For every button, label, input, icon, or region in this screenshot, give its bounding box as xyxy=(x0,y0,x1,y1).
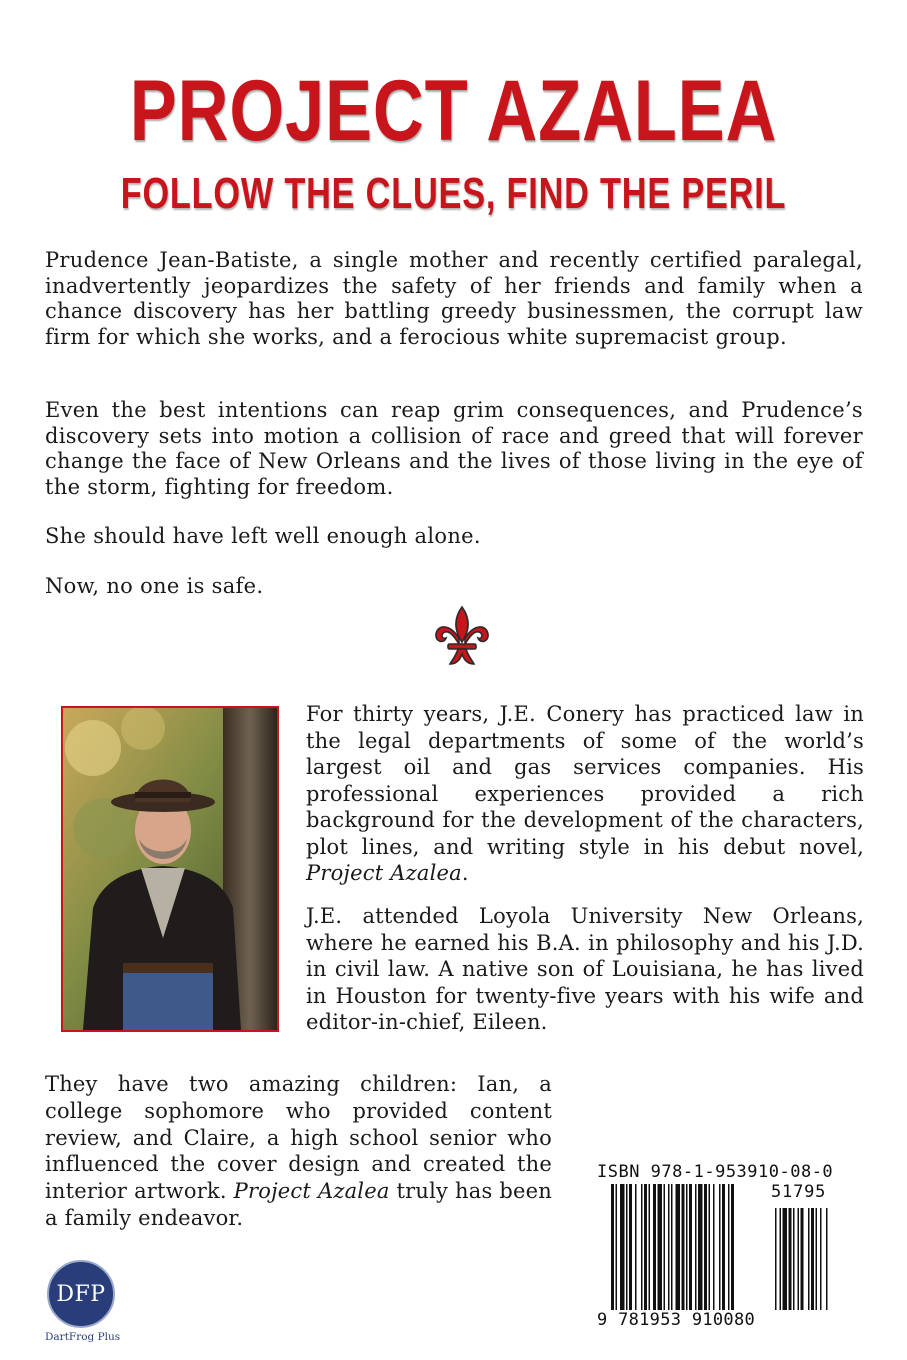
family-text-end: truly has been a family endeavor. xyxy=(45,1179,552,1230)
price-code: 51795 xyxy=(771,1182,827,1202)
author-photo xyxy=(61,706,279,1032)
publisher-name: DartFrog Plus xyxy=(45,1331,121,1343)
author-bio-text: For thirty years, J.E. Conery has practiced law in the legal departments of some of the world’s largest oil and gas services companies. His professional experiences provided a rich background for the development of the characters, plot lines, and writing style in his debut novel, xyxy=(306,702,864,859)
family-paragraph xyxy=(45,1071,552,1232)
author-bio-text-end: . xyxy=(461,861,469,885)
synopsis-paragraph-1: Prudence Jean-Batiste, a single mother and recently certified paralegal, inadvertently jeopardizes the safety of her friends and family when a chance discovery has her battling greedy businessmen, the corrupt law firm for which she works, and a ferocious white supremacist group. xyxy=(45,248,863,349)
synopsis-paragraph-4: Now, no one is safe. xyxy=(45,574,264,598)
fleur-de-lis-icon xyxy=(432,604,492,670)
author-bio-paragraph-1 xyxy=(306,701,864,887)
ean-number: 9 781953 910080 xyxy=(597,1310,855,1330)
synopsis-paragraph-2: Even the best intentions can reap grim consequences, and Prudence’s discovery sets into motion a collision of race and greed that will forever change the face of New Orleans and the lives of those living in the eye of the storm, fighting for freedom. xyxy=(45,398,863,499)
publisher-logo xyxy=(47,1260,115,1328)
family-text: They have two amazing children: Ian, a college sophomore who provided content review, and Claire, a high school senior who influenced the cover design and created the interior artwork. xyxy=(45,1072,552,1204)
book-tagline: FOLLOW THE CLUES, FIND THE PERIL xyxy=(120,169,787,218)
barcode-bars-icon xyxy=(597,1184,855,1318)
synopsis-paragraph-3: She should have left well enough alone. xyxy=(45,524,481,548)
author-bio-paragraph-2: J.E. attended Loyola University New Orleans, where he earned his B.A. in philosophy and his J.D. in civil law. A native son of Louisiana, he has lived in Houston for twenty-five years with his wife and editor-in-chief, Eileen. xyxy=(306,904,864,1034)
publisher-logo-text: DFP xyxy=(56,1281,106,1307)
isbn-barcode xyxy=(597,1162,855,1332)
book-title-italic: Project Azalea xyxy=(233,1179,390,1204)
book-title: PROJECT AZALEA xyxy=(129,63,778,159)
author-portrait-icon xyxy=(63,708,277,1030)
isbn-number: ISBN 978-1-953910-08-0 xyxy=(597,1162,834,1182)
book-title-italic: Project Azalea xyxy=(306,861,462,885)
